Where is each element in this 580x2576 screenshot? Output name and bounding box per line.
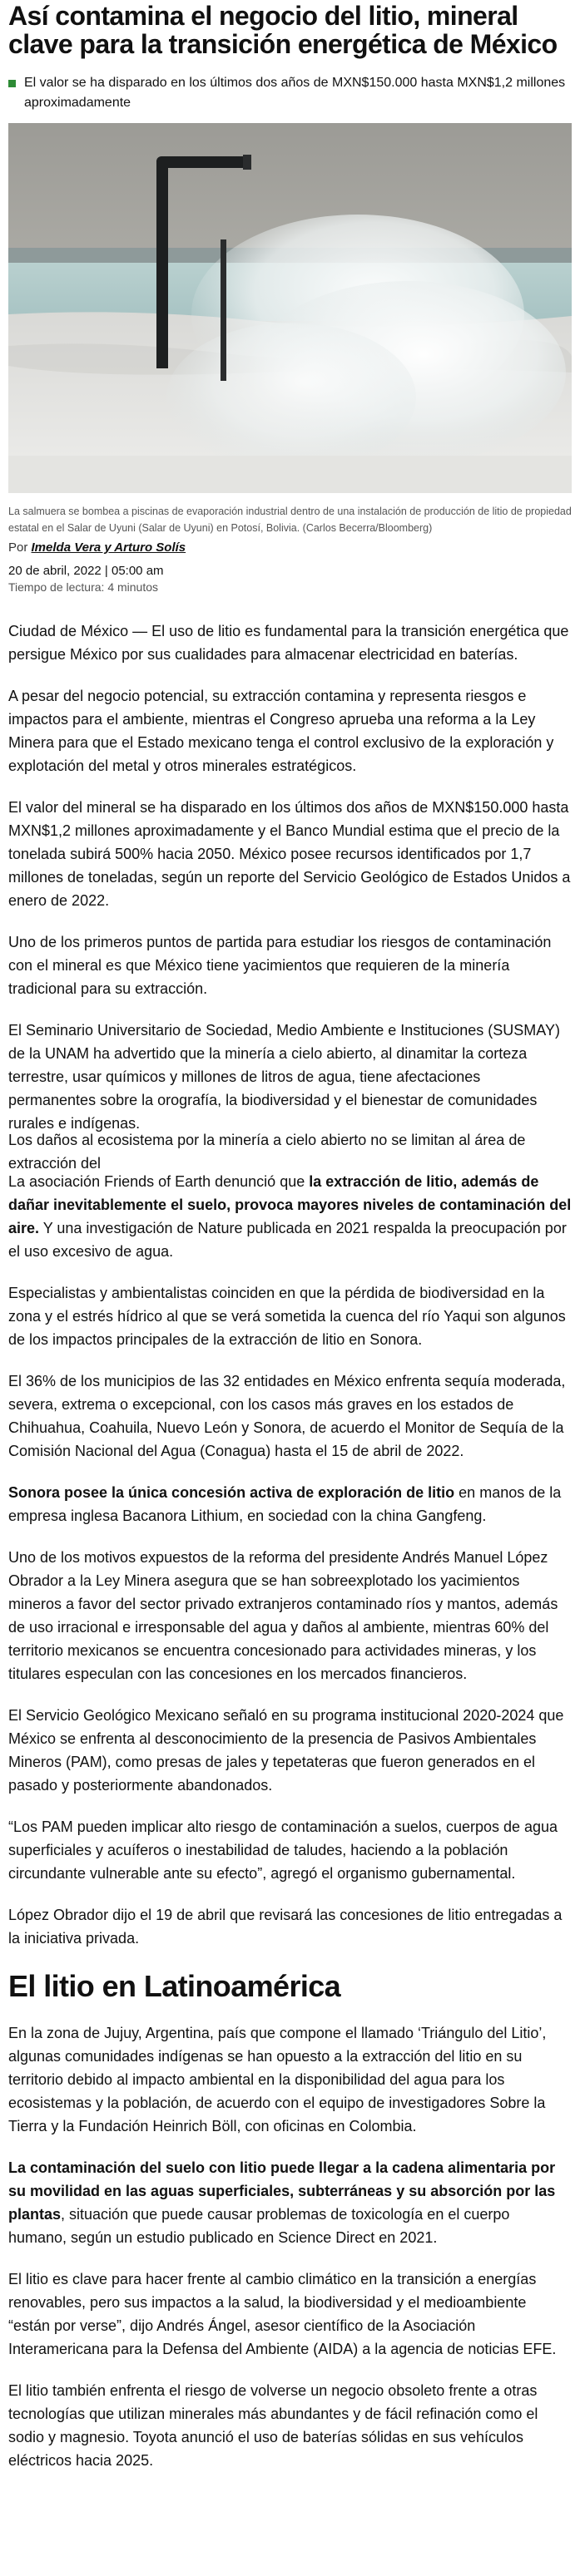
paragraph: En la zona de Jujuy, Argentina, país que compone el llamado ‘Triángulo del Litio’, algunas comunidades indígenas se han opuesto a la extracción del litio en su territorio debido al impacto ambiental en la disponibilidad del agua para los ecosistemas y la población, de acuerdo con el equipo de investigadores Sobre la Tierra y la Fundación Heinrich Böll, con oficinas en Colombia. bbox=[8, 2025, 547, 2134]
reading-time: Tiempo de lectura: 4 minutos bbox=[8, 580, 159, 594]
paragraph: El Seminario Universitario de Sociedad, Medio Ambiente e Instituciones (SUSMAY) de la UNAM ha advertido que la minería a cielo abierto, al dinamitar la corteza terrestre, usar químicos y millones de litros de agua, tiene afectaciones permanentes sobre la orografía, la biodiversidad y el bienestar de comunidades rurales e indígenas. bbox=[8, 1022, 560, 1132]
headline: Así contamina el negocio del litio, mineral clave para la transición energética de México bbox=[8, 1, 558, 59]
paragraph: “Los PAM pueden implicar alto riesgo de contaminación a suelos, cuerpos de agua superficiales y acuíferos o inestabilidad de taludes, haciendo a la población circundante vulnerable ante su efecto”, agregó el organismo gubernamental. bbox=[8, 1818, 558, 1882]
byline-prefix: Por bbox=[8, 540, 28, 555]
paragraph bbox=[8, 1170, 572, 1263]
bold-text: La contaminación del suelo con litio puede llegar a la cadena alimentaria por su movilidad en las aguas superficiales, subterráneas y su absorción por las plantas bbox=[8, 2159, 556, 2223]
author-link[interactable]: Imelda Vera y Arturo Solís bbox=[31, 540, 186, 555]
bold-text: Sonora posee la única concesión activa de exploración de litio bbox=[8, 1484, 455, 1501]
salt-flat-pipe-photo bbox=[8, 123, 572, 493]
photo-caption: La salmuera se bombea a piscinas de evaporación industrial dentro de una instalación de producción de litio de propiedad estatal en el Salar de Uyuni (Salar de Uyuni) en Potosí, Bolivia. (Carlos Becerra/Bloomberg) bbox=[8, 506, 572, 534]
paragraph: A pesar del negocio potencial, su extracción contamina y representa riesgos e impactos para el ambiente, mientras el Congreso aprueba una reforma a la Ley Minera para que el Estado mexicano tenga el control exclusivo de la exploración y explotación del metal y otros minerales estratégicos. bbox=[8, 688, 554, 774]
byline bbox=[8, 540, 572, 556]
text-run: La asociación Friends of Earth denunció que bbox=[8, 1173, 310, 1190]
paragraph: Especialistas y ambientalistas coinciden en que la pérdida de biodiversidad en la zona y el estrés hídrico al que se verá sometida la cuenca del río Yaqui son algunos de los impactos principales de la extracción de litio en Sonora. bbox=[8, 1285, 566, 1348]
bold-text: la extracción de litio, además de dañar inevitablemente el suelo, provoca mayores niveles de contaminación del aire. bbox=[8, 1173, 572, 1236]
paragraph: El litio es clave para hacer frente al cambio climático en la transición a energías renovables, pero sus impactos a la salud, la biodiversidad y el medioambiente “están por verse”, dijo Andrés Ángel, asesor científico de la Asociación Interamericana para la Defensa del Ambiente (AIDA) a la agencia de noticias EFE. bbox=[8, 2271, 557, 2357]
paragraph: El 36% de los municipios de las 32 entidades en México enfrenta sequía moderada, severa, extrema o excepcional, con los casos más graves en los estados de Chihuahua, Coahuila, Nuevo León y Sonora, de acuerdo el Monitor de Sequía de la Comisión Nacional del Agua (Conagua) hasta el 15 de abril de 2022. bbox=[8, 1373, 566, 1459]
section-heading: El litio en Latinoamérica bbox=[8, 1969, 341, 2003]
article-body bbox=[8, 619, 572, 2472]
bullet-square-icon bbox=[8, 80, 16, 87]
text-run: Y una investigación de Nature publicada en 2021 respalda la preocupación por el uso excesivo de agua. bbox=[8, 1220, 567, 1260]
paragraph: López Obrador dijo el 19 de abril que revisará las concesiones de litio entregadas a la iniciativa privada. bbox=[8, 1907, 563, 1947]
paragraph: Uno de los primeros puntos de partida para estudiar los riesgos de contaminación con el mineral es que México tiene yacimientos que requieren de la minería tradicional para su extracción. bbox=[8, 934, 552, 997]
text-run: , situación que puede causar problemas de toxicología en el cuerpo humano, según un estudio publicado en Science Direct en 2021. bbox=[8, 2206, 510, 2246]
paragraph: Ciudad de México — El uso de litio es fundamental para la transición energética que persigue México por sus cualidades para almacenar electricidad en baterías. bbox=[8, 623, 569, 663]
paragraph: El valor del mineral se ha disparado en los últimos dos años de MXN$150.000 hasta MXN$1,2 millones aproximadamente y el Banco Mundial estima que el precio de la tonelada subirá 500% hacia 2050. México posee recursos identificados por 1,7 millones de toneladas, según un reporte del Servicio Geológico de Estados Unidos a enero de 2022. bbox=[8, 799, 571, 909]
summary bbox=[8, 73, 572, 113]
paragraph: El litio también enfrenta el riesgo de volverse un negocio obsoleto frente a otras tecnologías que utilizan minerales más abundantes y de fácil refinación como el sodio y magnesio. Toyota anunció el uso de baterías sólidas en sus vehículos eléctricos hacia 2025. bbox=[8, 2382, 538, 2469]
paragraph bbox=[8, 2156, 572, 2249]
paragraph-cut-text: Los daños al ecosistema por la minería a cielo abierto no se limitan al área de extracción del bbox=[8, 1132, 526, 1172]
publish-date: 20 de abril, 2022 | 05:00 am bbox=[8, 564, 164, 578]
paragraph bbox=[8, 1481, 572, 1527]
paragraph: El Servicio Geológico Mexicano señaló en su programa institucional 2020-2024 que México se enfrenta al desconocimiento de la presencia de Pasivos Ambientales Mineros (PAM), como presas de jales y tepetateras que fueron generados en el pasado y posteriormente abandonados. bbox=[8, 1707, 564, 1794]
paragraph: Uno de los motivos expuestos de la reforma del presidente Andrés Manuel López Obrador a la Ley Minera asegura que se han sobreexplotado los yacimientos mineros a favor del sector privado extranjeros contaminado ríos y mantos, además de uso irracional e irresponsable del agua y daños al ambiente, mientras 60% del territorio mexicanos se encuentra concesionado para actividades mineras, y los titulares especulan con las concesiones en los mercados financieros. bbox=[8, 1549, 558, 1682]
clipped-paragraph bbox=[8, 1132, 572, 1172]
summary-text: El valor se ha disparado en los últimos dos años de MXN$150.000 hasta MXN$1,2 millones aproximadamente bbox=[24, 76, 566, 110]
text-run: en manos de la empresa inglesa Bacanora Lithium, en sociedad con la china Gangfeng. bbox=[8, 1484, 562, 1524]
lead-photo bbox=[8, 123, 572, 493]
